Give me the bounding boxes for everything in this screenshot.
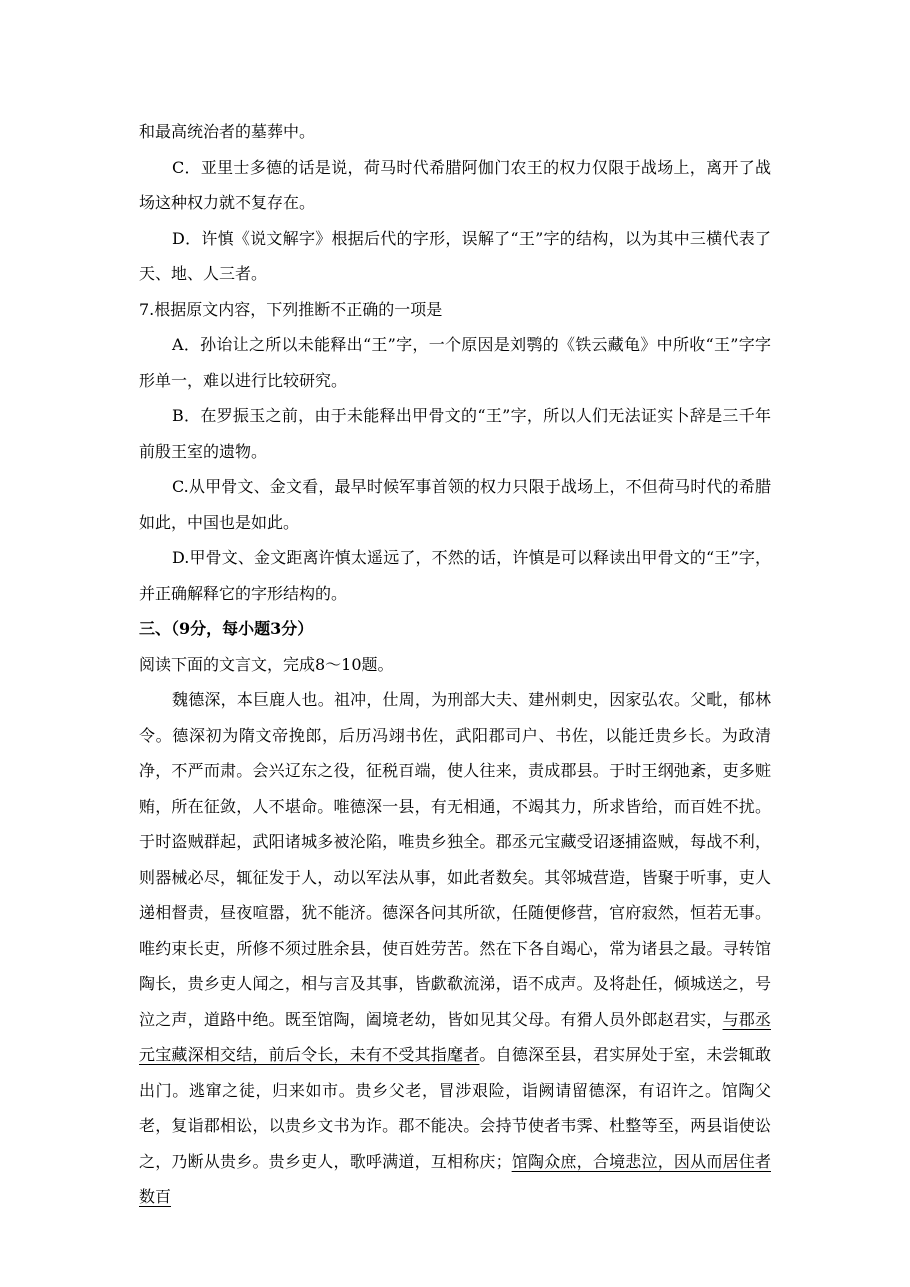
option-d-q7: D.甲骨文、金文距离许慎太遥远了，不然的话，许慎是可以释读出甲骨文的“王”字，并正确解释它的字形结构的。 (139, 548, 771, 603)
question-7-stem: 7.根据原文内容，下列推断不正确的一项是 (139, 299, 443, 319)
option-c-q7: C.从甲骨文、金文看，最早时候军事首领的权力只限于战场上，不但荷马时代的希腊如此，中国也是如此。 (139, 477, 771, 532)
option-b-q7: B．在罗振玉之前，由于未能释出甲骨文的“王”字，所以人们无法证实卜辞是三千年前殷王室的遗物。 (139, 406, 771, 461)
underlined-sentence-2: 馆陶众庶，合境悲泣，因从而居住者数百 (139, 1151, 771, 1206)
option-d-q6: D．许慎《说文解字》根据后代的字形，误解了“王”字的结构，以为其中三横代表了天、地、人三者。 (139, 228, 771, 283)
reading-instruction: 阅读下面的文言文，完成8～10题。 (139, 654, 394, 674)
classical-passage (139, 682, 771, 1215)
section-heading: 三、（9分，每小题3分） (139, 619, 314, 638)
passage-text-1: 魏德深，本巨鹿人也。祖冲，仕周，为刑部大夫、建州刺史，因家弘农。父毗，郁林令。德深初为隋文帝挽郎，后历冯翊书佐，武阳郡司户、书佐，以能迁贵乡长。为政清净，不严而肃。会兴辽东之役，征税百端，使人往来，责成郡县。于时王纲弛紊，吏多赃贿，所在征敛，人不堪命。唯德深一县，有无相通，不竭其力，所求皆给，而百姓不扰。于时盗贼群起，武阳诸城多被沦陷，唯贵乡独全。郡丞元宝藏受诏逐捕盗贼，每战不利，则器械必尽，辄征发于人，动以军法从事，如此者数矣。其邻城营造，皆聚于听事，吏人递相督责，昼夜喧嚣，犹不能济。德深各问其所欲，任随便修营，官府寂然，恒若无事。唯约束长吏，所修不须过胜余县，使百姓劳苦。然在下各自竭心，常为诸县之最。寻转馆陶长，贵乡吏人闻之，相与言及其事，皆歔欷流涕，语不成声。及将赴任，倾城送之，号泣之声，道路中绝。既至馆陶，阖境老幼，皆如见其父母。有猾人员外郎赵君实， (139, 690, 771, 1029)
option-a-q7: A．孙诒让之所以未能释出“王”字，一个原因是刘鹗的《铁云藏龟》中所收“王”字字形单一，难以进行比较研究。 (139, 335, 771, 390)
option-c-q6: C．亚里士多德的话是说，荷马时代希腊阿伽门农王的权力仅限于战场上，离开了战场这种权力就不复存在。 (139, 157, 771, 212)
passage-text-2: 。自德深至县，君实屏处于室，未尝辄敢出门。逃窜之徒，归来如市。贵乡父老，冒涉艰险，诣阙请留德深，有诏许之。馆陶父老，复诣郡相讼，以贵乡文书为诈。郡不能决。会持节使者韦霁、杜整等至，两县诣使讼之，乃断从贵乡。贵乡吏人，歌呼满道，互相称庆； (139, 1045, 771, 1171)
underlined-sentence-1: 与郡丞元宝藏深相交结，前后令长，未有不受其指麾者 (139, 1009, 771, 1064)
text-line-continuation: 和最高统治者的墓葬中。 (139, 122, 316, 141)
document-page (139, 114, 771, 1215)
